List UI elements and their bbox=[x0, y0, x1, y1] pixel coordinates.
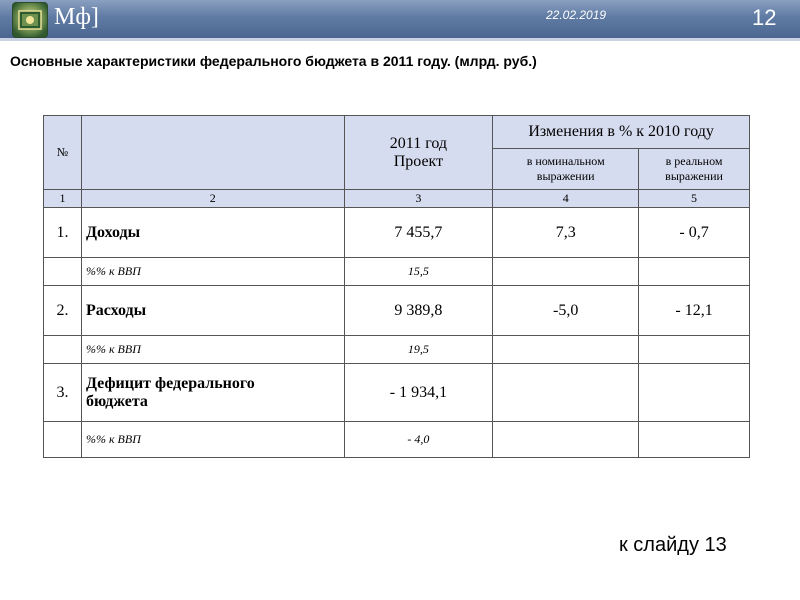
row-blank-cell bbox=[639, 422, 750, 458]
row-number-blank bbox=[44, 422, 82, 458]
row-gdp-label: %% к ВВП bbox=[81, 258, 344, 286]
row-blank-cell bbox=[639, 258, 750, 286]
row-name: Расходы bbox=[81, 286, 344, 336]
table-header-row bbox=[44, 116, 750, 149]
header-nominal-line1: в номинальном bbox=[526, 154, 605, 168]
row-value: 9 389,8 bbox=[344, 286, 493, 336]
slide-header-bar bbox=[0, 0, 800, 38]
header-real-line2: выражении bbox=[665, 169, 723, 183]
row-real-change: - 0,7 bbox=[639, 208, 750, 258]
table-row-revenue-gdp bbox=[44, 258, 750, 286]
row-nominal-change: 7,3 bbox=[493, 208, 639, 258]
row-gdp-value: 15,5 bbox=[344, 258, 493, 286]
row-number-blank bbox=[44, 336, 82, 364]
table-row-deficit-gdp bbox=[44, 422, 750, 458]
slide-date: 22.02.2019 bbox=[546, 8, 607, 22]
header-divider bbox=[0, 38, 800, 41]
row-value: - 1 934,1 bbox=[344, 364, 493, 422]
row-gdp-value: 19,5 bbox=[344, 336, 493, 364]
ministry-emblem-logo bbox=[12, 2, 48, 38]
col-number-4: 4 bbox=[493, 190, 639, 208]
header-name-blank bbox=[81, 116, 344, 190]
row-gdp-label: %% к ВВП bbox=[81, 336, 344, 364]
header-number: № bbox=[44, 116, 82, 190]
row-number: 3. bbox=[44, 364, 82, 422]
row-real-change bbox=[639, 364, 750, 422]
row-real-change: - 12,1 bbox=[639, 286, 750, 336]
row-nominal-change bbox=[493, 364, 639, 422]
header-nominal bbox=[493, 149, 639, 190]
row-number-blank bbox=[44, 258, 82, 286]
next-slide-link[interactable]: к слайду 13 bbox=[619, 534, 727, 556]
table-row-expenses bbox=[44, 286, 750, 336]
col-number-1: 1 bbox=[44, 190, 82, 208]
row-number: 1. bbox=[44, 208, 82, 258]
row-gdp-value: - 4,0 bbox=[344, 422, 493, 458]
row-number: 2. bbox=[44, 286, 82, 336]
table-row-deficit bbox=[44, 364, 750, 422]
row-name-line1: Дефицит федерального bbox=[85, 374, 255, 392]
slide-title: Основные характеристики федерального бюджета в 2011 году. (млрд. руб.) bbox=[10, 53, 537, 69]
header-nominal-line2: выражении bbox=[536, 169, 595, 183]
row-name bbox=[81, 364, 344, 422]
col-number-2: 2 bbox=[81, 190, 344, 208]
header-project-label: Проект bbox=[393, 152, 444, 170]
row-blank-cell bbox=[493, 422, 639, 458]
budget-table bbox=[43, 115, 750, 458]
row-name-line2: бюджета bbox=[85, 392, 148, 410]
column-number-row bbox=[44, 190, 750, 208]
row-blank-cell bbox=[493, 336, 639, 364]
header-real-line1: в реальном bbox=[665, 154, 723, 168]
table-row-expenses-gdp bbox=[44, 336, 750, 364]
row-blank-cell bbox=[639, 336, 750, 364]
header-2011-project bbox=[344, 116, 493, 190]
row-gdp-label: %% к ВВП bbox=[81, 422, 344, 458]
col-number-3: 3 bbox=[344, 190, 493, 208]
brand-text: Мф] bbox=[54, 4, 99, 30]
row-blank-cell bbox=[493, 258, 639, 286]
header-change-2010: Изменения в % к 2010 году bbox=[493, 116, 750, 149]
row-name: Доходы bbox=[81, 208, 344, 258]
header-year-label: 2011 год bbox=[389, 134, 448, 152]
row-value: 7 455,7 bbox=[344, 208, 493, 258]
col-number-5: 5 bbox=[639, 190, 750, 208]
slide-number: 12 bbox=[752, 5, 777, 30]
table-row-revenue bbox=[44, 208, 750, 258]
row-nominal-change: -5,0 bbox=[493, 286, 639, 336]
header-real bbox=[639, 149, 750, 190]
